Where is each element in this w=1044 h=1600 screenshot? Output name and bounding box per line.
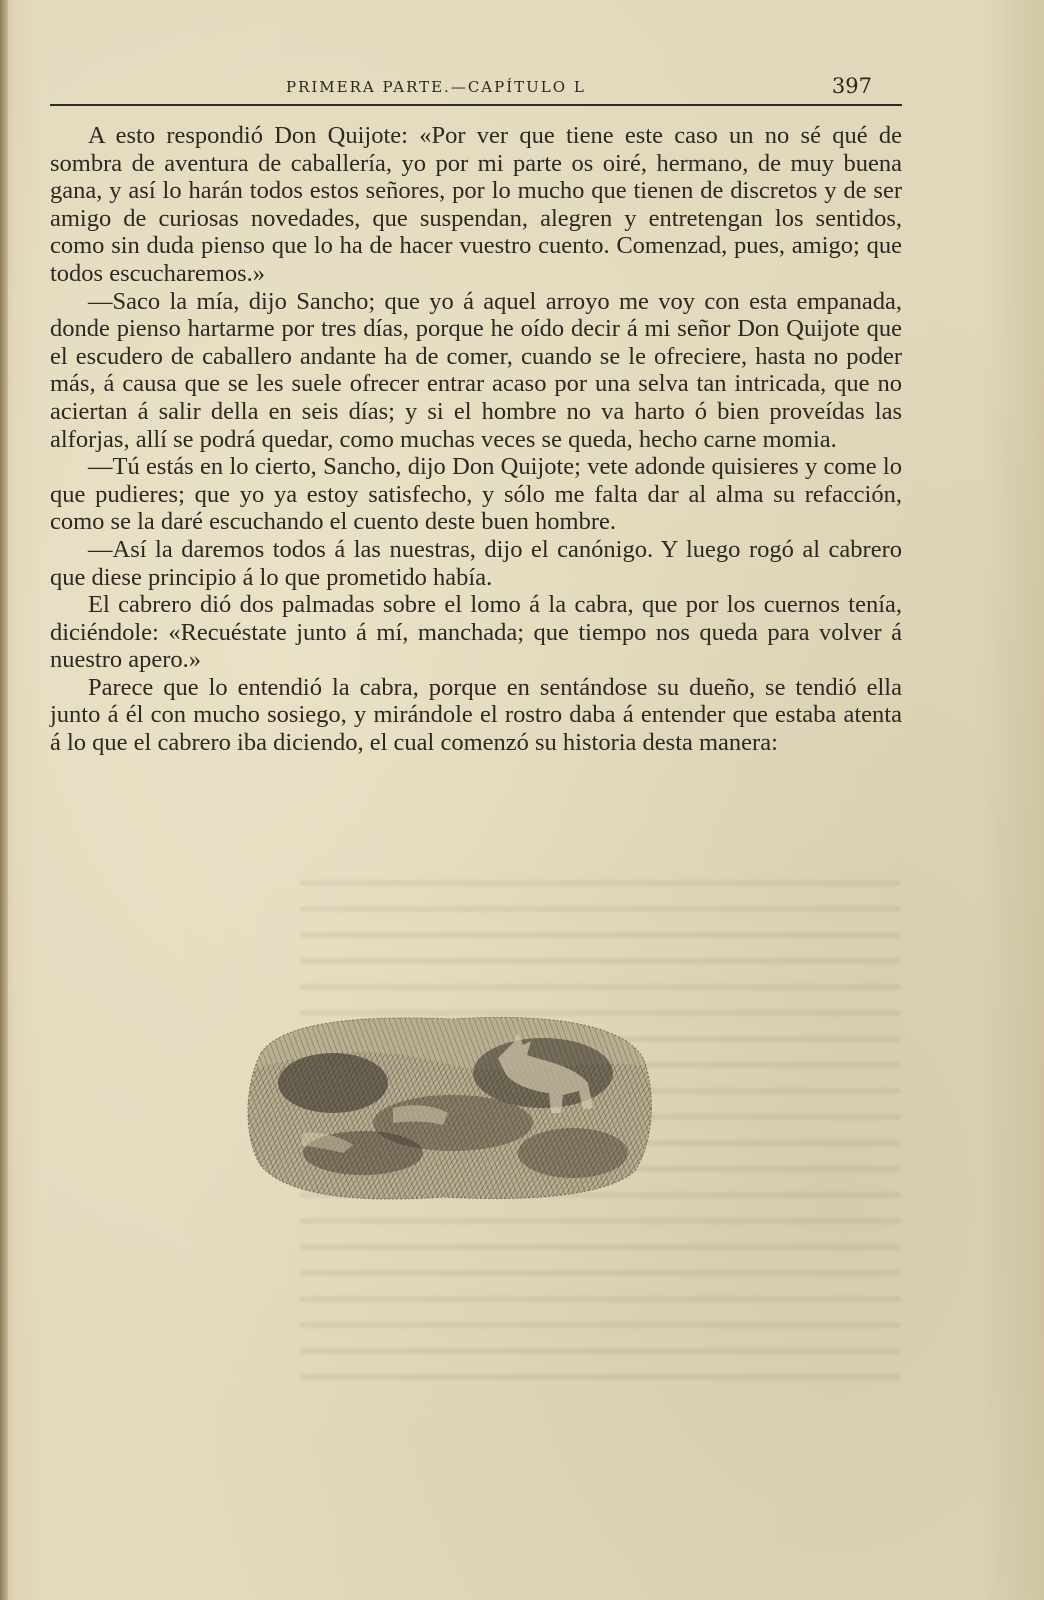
paragraph: —Tú estás en lo cierto, Sancho, dijo Don Quijote; vete adonde quisieres y come lo que pudieres; que yo ya estoy satisfecho, y sólo me falta dar al alma su refacción, como se la daré escuchando el cuento deste buen hombre. <box>50 453 902 536</box>
running-head: PRIMERA PARTE.—CAPÍTULO L <box>286 78 586 96</box>
goat-engraving-illustration <box>243 1013 655 1203</box>
paragraph: —Así la daremos todos á las nuestras, dijo el canónigo. Y luego rogó al cabrero que diese principio á lo que prometido había. <box>50 535 902 591</box>
paragraph: A esto respondió Don Quijote: «Por ver que tiene este caso un no sé qué de sombra de aventura de caballería, yo por mi parte os oiré, hermano, de muy buena gana, y así lo harán todos estos señores, por lo mucho que tienen de discretos y de ser amigo de curiosas novedades, que suspendan, alegren y entretengan los sentidos, como sin duda pienso que lo ha de hacer vuestro cuento. Comenzad, pues, amigo; que todos escucharemos.» <box>50 122 902 287</box>
page-edge <box>0 0 8 1600</box>
paragraph: Parece que lo entendió la cabra, porque en sentándose su dueño, se tendió ella junto á él con mucho sosiego, y mirándole el rostro daba á entender que estaba atenta á lo que el cabrero iba diciendo, el cual comenzó su historia desta manera: <box>50 673 902 757</box>
paragraph: —Saco la mía, dijo Sancho; que yo á aquel arroyo me voy con esta empanada, donde pienso hartarme por tres días, porque he oído decir á mi señor Don Quijote que el escudero de caballero andante ha de comer, cuando se le ofreciere, hasta no poder más, á causa que se les suele ofrecer entrar acaso por una selva tan intricada, que no aciertan á salir della en seis días; y si el hombre no va harto ó bien proveídas las alforjas, allí se podrá quedar, como muchas veces se queda, hecho carne momia. <box>50 287 902 453</box>
page-header <box>50 74 902 106</box>
body-text <box>50 122 902 757</box>
page-number: 397 <box>831 74 872 98</box>
paragraph: El cabrero dió dos palmadas sobre el lomo á la cabra, que por los cuernos tenía, diciéndole: «Recuéstate junto á mí, manchada; que tiempo nos queda para volver á nuestro apero.» <box>50 591 902 674</box>
